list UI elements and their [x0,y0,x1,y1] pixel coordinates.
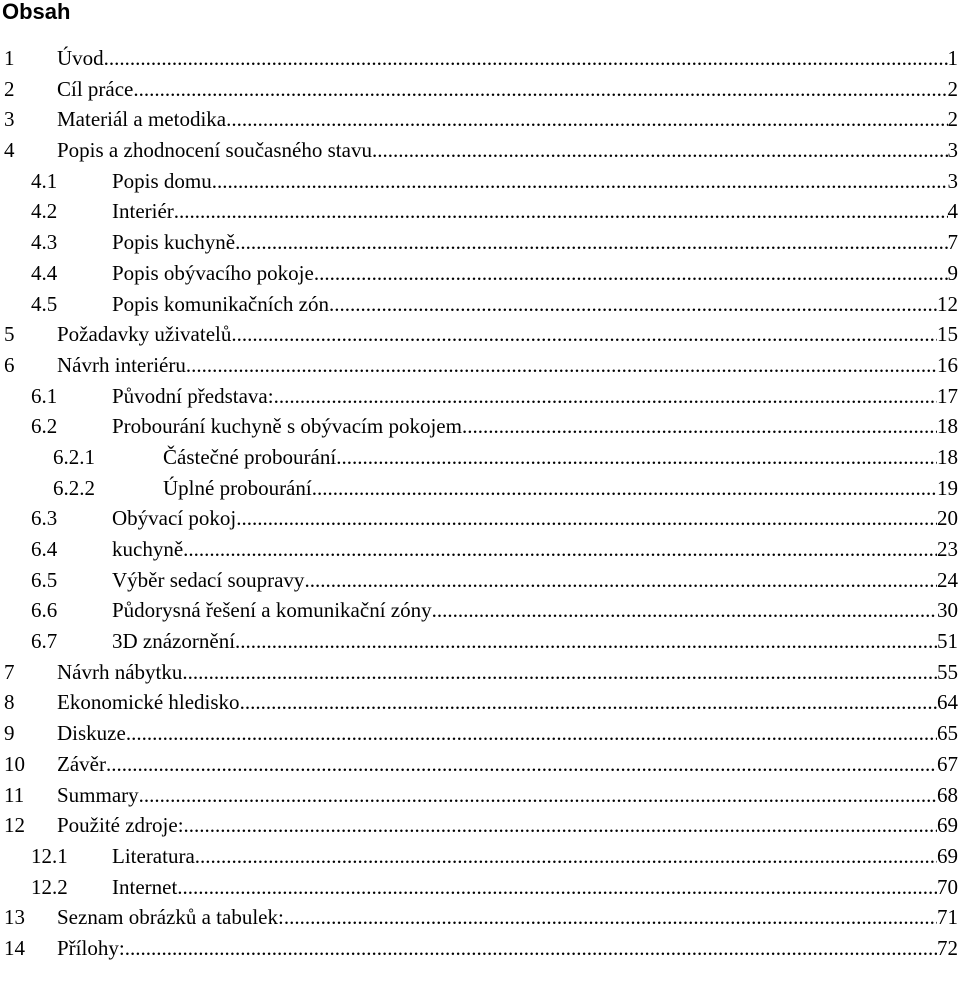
toc-entry-page-number: 18 [937,414,958,439]
toc-entry-page-number: 2 [947,76,958,101]
toc-entry-page-number: 17 [937,383,958,408]
dot-leader [377,135,947,165]
toc-entry-page-number: 4 [947,199,958,224]
dot-leader [182,657,937,687]
toc-entry-page-number: 19 [937,475,958,500]
toc-entry-label: Výběr sedací soupravy [112,567,305,592]
toc-entry[interactable] [0,595,960,626]
dot-leader [186,350,937,380]
dot-leader [174,196,948,226]
toc-entry-label: Částečné probourání [163,444,337,469]
toc-entry-page-number: 20 [937,506,958,531]
toc-entry-page-number: 15 [937,322,958,347]
toc-entry[interactable] [0,534,960,565]
dot-leader [235,626,937,656]
toc-entry-label: Probourání kuchyně s obývacím pokojem [112,414,462,439]
toc-entry-label: Seznam obrázků a tabulek: [57,905,284,930]
dot-leader [106,749,937,779]
toc-entry-body [112,534,958,564]
toc-entry-body [57,350,958,380]
toc-entry-body [112,565,958,595]
toc-entry-page-number: 30 [937,598,958,623]
toc-entry-body [57,135,958,165]
toc-entry-label: Popis obývacího pokoje [112,260,314,285]
dot-leader [312,473,937,503]
dot-leader [432,595,937,625]
toc-entry-label: Popis komunikačních zón [112,291,329,316]
toc-entry-number: 1 [4,46,15,70]
toc-entry-number: 4.1 [31,168,58,193]
toc-entry-number: 6.7 [31,629,58,654]
dot-leader [126,718,937,748]
toc-entry-label: Literatura [112,843,195,868]
toc-entry[interactable] [0,657,960,688]
dot-leader [304,565,937,595]
toc-entry-number: 12.2 [31,874,68,899]
toc-entry-label: Diskuze [57,721,126,746]
toc-entry[interactable] [0,104,960,135]
toc-entry-number: 2 [4,76,15,101]
toc-entry-number: 6.2.2 [53,475,95,500]
dot-leader [195,841,937,871]
toc-entry[interactable] [0,902,960,933]
toc-entry-body [57,74,958,104]
toc-entry-label: Cíl práce [57,76,134,101]
toc-entry[interactable] [0,933,960,964]
toc-entry-body [112,227,958,257]
toc-entry-label: kuchyně [112,537,184,561]
toc-entry-page-number: 3 [947,168,958,193]
toc-entry[interactable] [0,687,960,718]
toc-entry-body [57,657,958,687]
toc-entry-number: 6.2 [31,414,58,439]
toc-entry[interactable] [0,227,960,258]
toc-entry-body [112,626,958,656]
toc-entry-body [57,780,958,810]
toc-entry-number: 6.3 [31,506,58,531]
toc-title: Obsah [2,0,71,24]
toc-entry-body [57,933,958,963]
toc-list [0,43,960,964]
dot-leader [314,258,948,288]
toc-entry-body [112,841,958,871]
toc-entry-label: Summary [57,782,139,807]
toc-entry-number: 6.6 [31,598,58,623]
toc-entry-body [112,258,958,288]
toc-entry-label: Materiál a metodika [57,107,227,132]
toc-entry[interactable] [0,350,960,381]
toc-entry-label: Požadavky uživatelů [57,322,232,347]
toc-entry-page-number: 72 [937,935,958,960]
toc-entry-number: 4.5 [31,291,58,316]
dot-leader [226,104,947,134]
toc-entry[interactable] [0,166,960,197]
dot-leader [125,933,937,963]
toc-entry-body [163,473,958,503]
dot-leader [336,442,937,472]
toc-entry-page-number: 9 [947,260,958,285]
dot-leader [104,43,948,73]
dot-leader [240,687,937,717]
toc-entry-number: 13 [4,905,25,930]
toc-entry[interactable] [0,319,960,350]
toc-entry-number: 12.1 [31,843,68,868]
toc-entry[interactable] [0,258,960,289]
toc-entry-body [57,749,958,779]
toc-entry-body [112,595,958,625]
toc-entry-label: Úplné probourání [163,475,312,500]
toc-entry-page-number: 7 [947,230,958,255]
toc-entry-label: Popis a zhodnocení současného stavu. [57,138,378,163]
toc-entry-number: 5 [4,322,15,347]
toc-entry-label: Úvod [57,46,104,70]
toc-entry-number: 4.4 [31,260,58,285]
toc-entry-body [57,718,958,748]
toc-entry-number: 3 [4,107,15,132]
toc-entry-number: 4 [4,138,15,163]
toc-entry[interactable] [0,442,960,473]
toc-entry-number: 4.2 [31,199,58,224]
toc-entry-number: 9 [4,721,15,746]
dot-leader [329,289,937,319]
toc-entry-number: 10 [4,751,25,776]
toc-entry-page-number: 3 [947,138,958,163]
toc-entry-label: Návrh interiéru [57,352,186,377]
toc-entry-label: Popis domu. [112,168,218,193]
toc-entry[interactable] [0,872,960,903]
toc-entry-label: Ekonomické hledisko [57,690,240,715]
toc-entry[interactable] [0,473,960,504]
toc-entry-label: Použité zdroje: [57,813,184,838]
toc-entry[interactable] [0,749,960,780]
toc-entry-page-number: 55 [937,659,958,684]
toc-entry-number: 8 [4,690,15,715]
toc-entry-number: 6 [4,352,15,377]
toc-entry-page-number: 23 [937,537,958,561]
toc-entry-body [112,166,958,196]
toc-entry-body [112,289,958,319]
dot-leader [462,411,937,441]
toc-entry[interactable] [0,74,960,105]
toc-entry-label: Půdorysná řešení a komunikační zóny [112,598,432,623]
dot-leader [231,319,937,349]
toc-entry-body [57,319,958,349]
toc-entry-page-number: 65 [937,721,958,746]
dot-leader [217,166,947,196]
toc-entry-body [57,810,958,840]
toc-entry-page-number: 18 [937,444,958,469]
toc-entry[interactable] [0,780,960,811]
toc-entry-page-number: 68 [937,782,958,807]
toc-entry-label: Přílohy: [57,935,125,960]
toc-entry-body [57,902,958,932]
toc-entry-page-number: 70 [937,874,958,899]
dot-leader [274,381,937,411]
toc-entry[interactable] [0,196,960,227]
toc-entry-page-number: 51 [937,629,958,654]
toc-entry-body [112,503,958,533]
toc-entry-label: 3D znázornění [112,629,236,654]
dot-leader [284,902,937,932]
toc-entry-label: Interiér [112,199,174,224]
dot-leader [236,503,937,533]
toc-entry[interactable] [0,718,960,749]
toc-entry-body [112,381,958,411]
toc-entry-page-number: 16 [937,352,958,377]
toc-entry-body [112,872,958,902]
toc-entry[interactable] [0,841,960,872]
dot-leader [177,872,937,902]
toc-entry[interactable] [0,503,960,534]
toc-entry[interactable] [0,43,960,74]
toc-entry-page-number: 1 [947,46,958,70]
toc-entry-body [112,411,958,441]
toc-entry-label: Původní představa: [112,383,274,408]
toc-entry-page-number: 69 [937,843,958,868]
toc-entry[interactable] [0,411,960,442]
toc-entry[interactable] [0,381,960,412]
dot-leader [183,534,937,564]
toc-entry-body [163,442,958,472]
dot-leader [139,780,937,810]
toc-entry[interactable] [0,289,960,320]
toc-entry-page-number: 24 [937,567,958,592]
toc-entry-number: 7 [4,659,15,684]
toc-entry-number: 4.3 [31,230,58,255]
toc-entry-page-number: 71 [937,905,958,930]
toc-entry-number: 14 [4,935,25,960]
toc-entry-number: 12 [4,813,25,838]
toc-entry-page-number: 2 [947,107,958,132]
toc-entry-body [57,43,958,73]
toc-entry-label: Internet [112,874,178,899]
toc-entry-number: 11 [4,782,25,807]
toc-entry-body [57,687,958,717]
toc-entry-label: Návrh nábytku [57,659,183,684]
toc-entry[interactable] [0,135,960,166]
toc-entry-number: 6.1 [31,383,58,408]
toc-entry-label: Popis kuchyně [112,230,236,255]
toc-entry-body [57,104,958,134]
toc-entry-number: 6.2.1 [53,444,95,469]
toc-entry-page-number: 69 [937,813,958,838]
toc-entry-page-number: 67 [937,751,958,776]
dot-leader [184,810,937,840]
toc-entry-label: Závěr [57,751,106,776]
dot-leader [235,227,947,257]
toc-entry[interactable] [0,810,960,841]
toc-entry-number: 6.4 [31,537,58,561]
toc-entry-number: 6.5 [31,567,58,592]
toc-entry-page-number: 64 [937,690,958,715]
toc-entry-body [112,196,958,226]
dot-leader [133,74,947,104]
toc-entry[interactable] [0,565,960,596]
toc-entry-label: Obývací pokoj [112,506,237,531]
toc-entry-page-number: 12 [937,291,958,316]
toc-entry[interactable] [0,626,960,657]
